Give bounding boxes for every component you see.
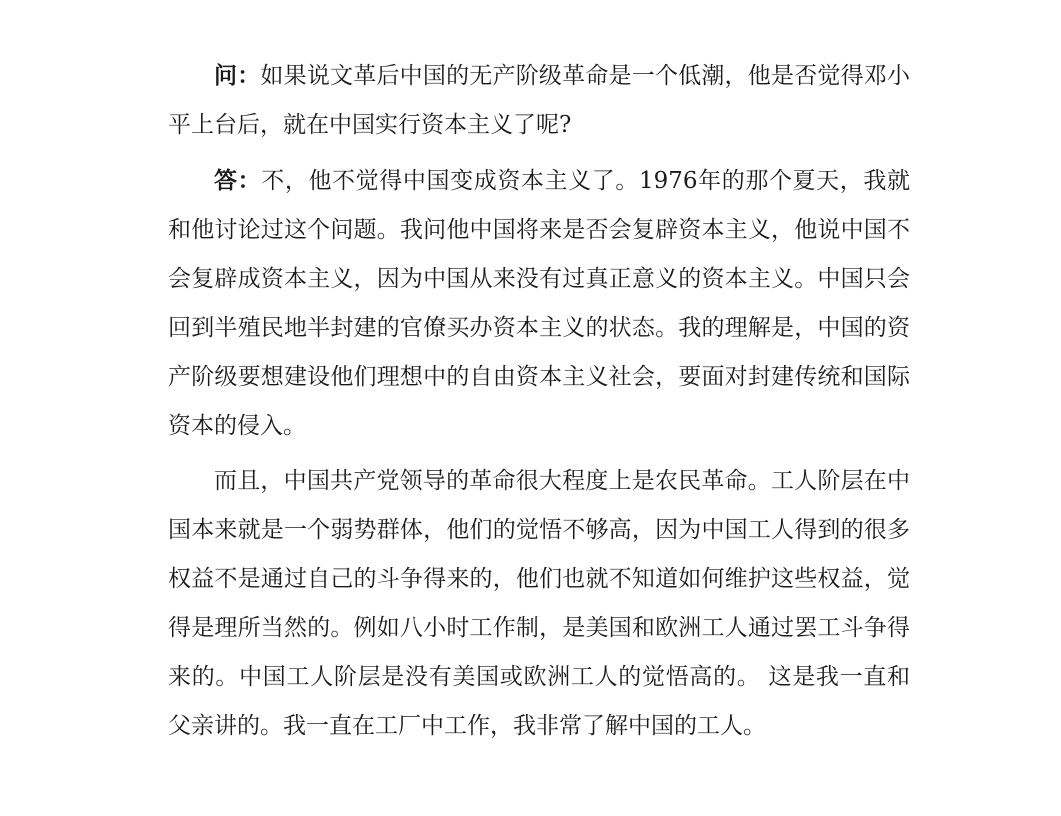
answer-speaker-label: 答： bbox=[214, 167, 262, 194]
document-page bbox=[168, 51, 910, 751]
continuation-paragraph bbox=[168, 457, 910, 751]
answer-paragraph bbox=[168, 156, 910, 451]
question-paragraph bbox=[168, 51, 910, 150]
answer-text: 不，他不觉得中国变成资本主义了。1976年的那个夏天，我就和他讨论过这个问题。我问他中国将来是否会复辟资本主义，他说中国不会复辟成资本主义，因为中国从来没有过真正意义的资本主义。中国只会回到半殖民地半封建的官僚买办资本主义的状态。我的理解是，中国的资产阶级要想建设他们理想中的自由资本主义社会，要面对封建传统和国际资本的侵入。 bbox=[168, 168, 910, 439]
question-speaker-label: 问： bbox=[214, 62, 261, 89]
continuation-text: 而且，中国共产党领导的革命很大程度上是农民革命。工人阶层在中国本来就是一个弱势群体，他们的觉悟不够高，因为中国工人得到的很多权益不是通过自己的斗争得来的，他们也就不知道如何维护这些权益，觉得是理所当然的。例如八小时工作制，是美国和欧洲工人通过罢工斗争得来的。中国工人阶层是没有美国或欧洲工人的觉悟高的。 这是我一直和父亲讲的。我一直在工厂中工作，我非常了解中国的工人。 bbox=[168, 468, 910, 739]
question-text: 如果说文革后中国的无产阶级革命是一个低潮，他是否觉得邓小平上台后，就在中国实行资本主义了呢? bbox=[168, 63, 911, 138]
